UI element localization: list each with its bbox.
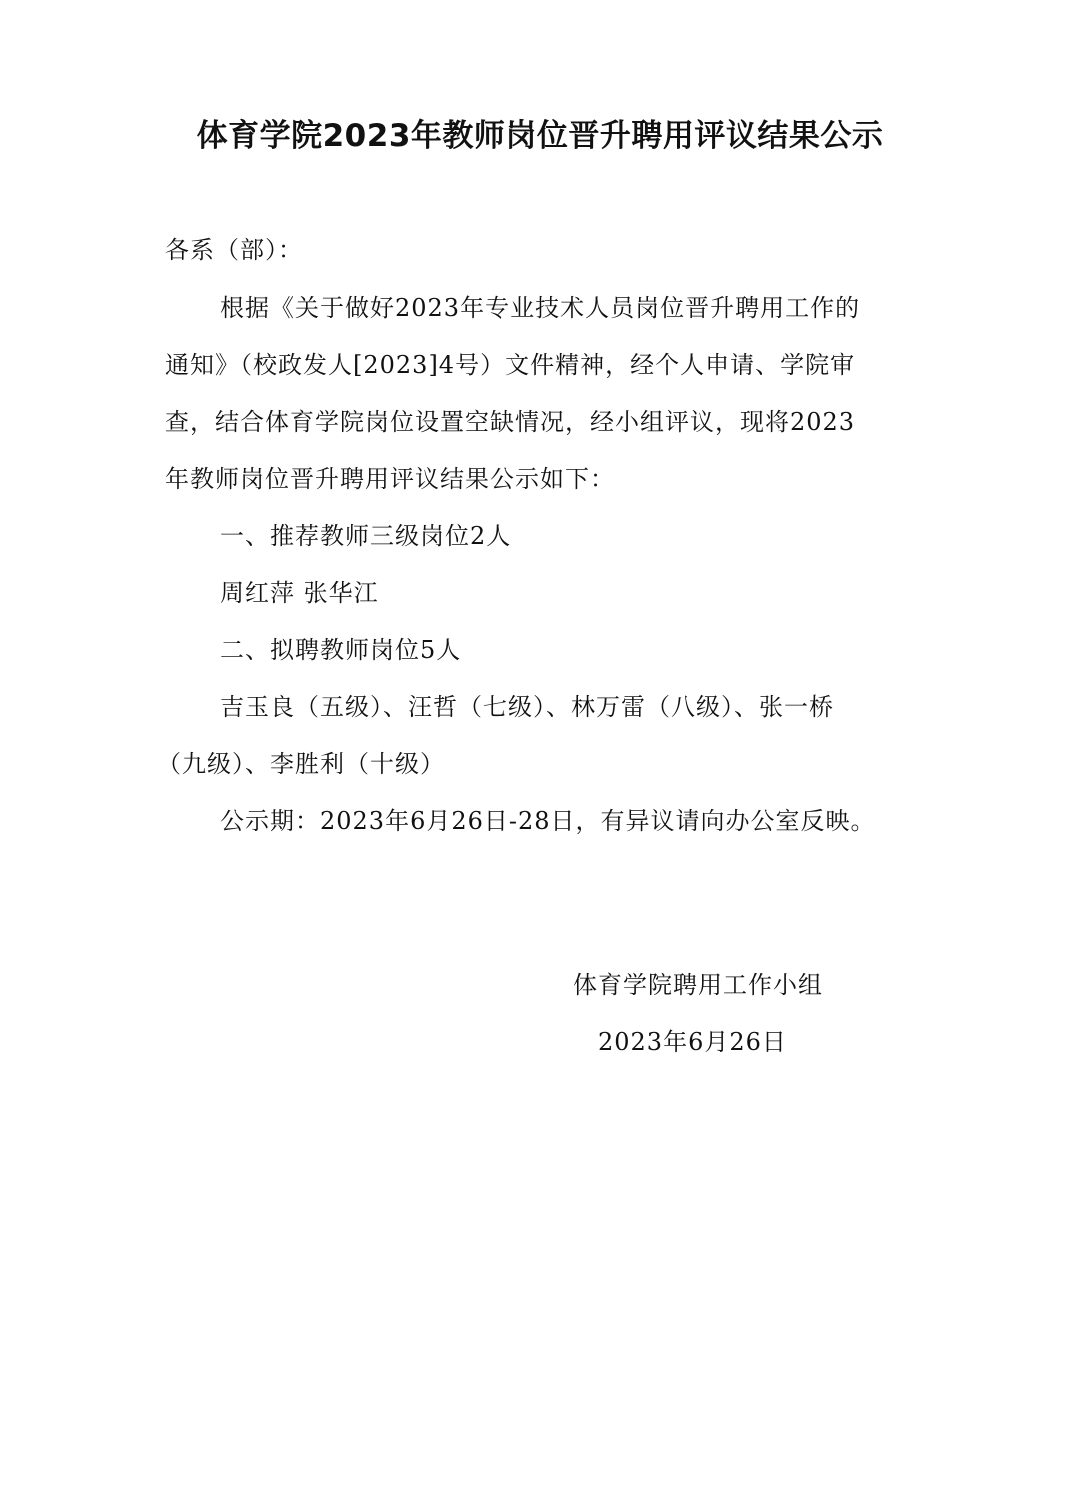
intro-line-1: 根据《关于做好2023年专业技术人员岗位晋升聘用工作的 (220, 294, 861, 322)
intro-line-3: 查，结合体育学院岗位设置空缺情况，经小组评议，现将2023 (165, 408, 856, 436)
section1-heading: 一、推荐教师三级岗位2人 (220, 522, 512, 550)
salutation (165, 222, 917, 279)
section2-names-line-1: 吉玉良（五级）、汪哲（七级）、林万雷（八级）、张一桥 (220, 693, 834, 721)
salutation-text: 各系（部）： (165, 236, 303, 264)
intro-line-2: 通知》（校政发人[2023]4号）文件精神，经个人申请、学院审 (165, 351, 856, 379)
section1-names: 周红萍 张华江 (220, 579, 379, 607)
document-body (157, 280, 917, 850)
section2-heading: 二、拟聘教师岗位5人 (220, 636, 462, 664)
section2-names-line-2: （九级）、李胜利（十级） (157, 750, 445, 778)
intro-line-4: 年教师岗位晋升聘用评议结果公示如下： (165, 465, 615, 493)
document-title: 体育学院2023年教师岗位晋升聘用评议结果公示 (196, 118, 884, 154)
signature-date: 2023年6月26日 (598, 1028, 787, 1056)
notice-period: 公示期：2023年6月26日-28日，有异议请向办公室反映。 (220, 807, 876, 835)
signature-organization: 体育学院聘用工作小组 (573, 971, 823, 999)
